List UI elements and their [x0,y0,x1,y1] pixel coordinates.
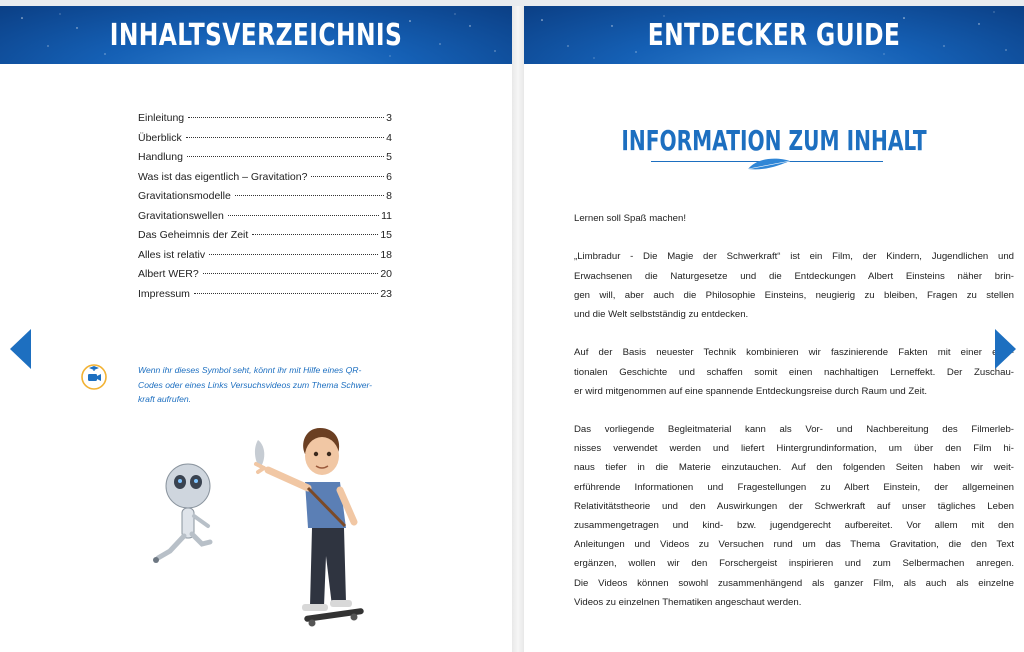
paragraph [574,343,1014,401]
paragraph-gap [574,228,1014,247]
text-line: Relativitätstheorie und den Auswirkungen der Schwerkraft auf unser tägliches Leben [574,500,1014,512]
toc-leader-dots [194,293,378,294]
text-line: naus tiefer in die Materie einzutauchen. Auf den folgenden Seiten haben wir weit- [574,462,1014,474]
toc-entry-label: Alles ist relativ [138,248,206,261]
toc-entry-page: 18 [380,248,392,261]
toc-entry-label: Einleitung [138,112,185,124]
toc-leader-dots [209,254,378,255]
text-line: ergänzen, wollen wir den Forschergeist inspirieren und zum Selbermachen anregen. [574,558,1014,570]
toc-entry-label: Was ist das eigentlich – Gravitation? [138,170,308,183]
next-page-arrow-icon[interactable] [995,329,1016,369]
paragraph [574,209,1014,228]
toc-entry[interactable] [138,132,392,152]
toc-leader-dots [188,117,384,118]
toc-leader-dots [186,137,384,138]
toc-entry[interactable] [138,249,392,269]
toc-entry-page: 20 [380,268,392,280]
paragraph-gap [574,401,1014,420]
text-line: Auf der Basis neuester Technik kombinieren wir faszinierende Fakten mit einer emo- [574,347,1014,359]
left-page [0,6,512,652]
toc-leader-dots [252,234,378,235]
toc-leader-dots [311,176,384,177]
text-line: und die Welt selbstständig zu entdecken. [574,308,749,320]
toc-entry[interactable] [138,268,392,288]
book-gutter [512,6,524,652]
toc-entry-page: 11 [381,209,392,222]
toc-entry[interactable] [138,229,392,249]
note-line: Wenn ihr dieses Symbol seht, könnt ihr mit Hilfe eines QR- [138,365,362,375]
paragraph-gap [574,324,1014,343]
toc-entry-label: Gravitationswellen [138,209,224,222]
text-line: er wird mitgenommen auf eine spannende Entdeckungsreise durch Raum und Zeit. [574,385,928,397]
toc-entry-page: 23 [380,287,392,300]
right-page [524,6,1024,652]
toc-entry[interactable] [138,190,392,210]
robot-figure [153,464,210,563]
video-camera-icon [80,362,108,390]
text-line: erführende Informationen und Fragestellungen zu Albert Einstein, der allgemeinen [574,481,1014,493]
toc-entry-label: Überblick [138,131,182,144]
toc-entry-page: 5 [386,151,392,163]
intro-body-text [574,209,1014,612]
toc-entry-page: 8 [386,190,392,202]
toc-entry[interactable] [138,210,392,230]
toc-entry-label: Das Geheimnis der Zeit [138,229,249,241]
toc-entry-label: Handlung [138,151,183,163]
section-heading: INFORMATION ZUM INHALT [621,124,927,157]
text-line: Lernen soll Spaß machen! [574,213,686,224]
text-line: Das vorliegende Begleitmaterial kann als Vor- und Nachbereitung des Filmerleb- [574,424,1014,436]
toc-entry-page: 15 [380,229,392,241]
robot-and-boy-illustration [140,416,400,641]
toc-entry-label: Albert WER? [138,268,199,280]
toc-entry[interactable] [138,112,392,132]
toc-entry-page: 3 [386,112,392,124]
text-line: gen will, aber auch die Philosophie Einsteins, neugierig zu bleiben, Fragen zu stellen [574,289,1014,301]
text-line: tionalen Geschichte und schaffen somit einen nachhaltigen Lerneffekt. Der Zuschau- [574,366,1014,378]
text-line: zusammengetragen und kind- bzw. jugendgerecht aufbereitet. Vor allem mit den [574,520,1014,531]
text-line: Die Videos können sowohl zusammenhängend als ganzer Film, als auch als einzelne [574,577,1014,589]
text-line: Anleitungen und Videos zu Versuchen rund um das Thema Gravitation, die den Text [574,539,1014,551]
toc-entry-page: 4 [386,131,392,144]
toc-entry-label: Impressum [138,287,190,300]
paragraph [574,247,1014,324]
left-banner [0,6,512,64]
toc-entry[interactable] [138,151,392,171]
boy-figure [256,428,364,627]
prev-page-arrow-icon[interactable] [10,329,31,369]
video-symbol-note [138,363,408,407]
right-banner [524,6,1024,64]
toc-leader-dots [187,156,384,157]
note-line: kraft aufrufen. [138,394,192,404]
banner-title: ENTDECKER GUIDE [647,18,901,53]
paragraph [574,420,1014,612]
feather-icon [744,155,794,175]
text-line: „Limbradur - Die Magie der Schwerkraft“ ist ein Film, der Kindern, Jugendlichen und [574,251,1014,263]
toc-entry[interactable] [138,171,392,191]
text-line: Erwachsenen die Naturgesetze und die Entdeckungen Albert Einsteins näher brin- [574,270,1014,282]
toc-entry-page: 6 [386,170,392,183]
toc-leader-dots [235,195,384,196]
toc-leader-dots [203,273,379,274]
note-line: Codes oder eines Links Versuchsvideos zum Thema Schwer- [138,379,373,390]
text-line: Videos zu einzelnen Thematiken angeschaut werden. [574,596,802,608]
toc-leader-dots [228,215,379,216]
toc-entry[interactable] [138,288,392,308]
table-of-contents [138,112,392,307]
toc-entry-label: Gravitationsmodelle [138,190,231,202]
banner-title: INHALTSVERZEICHNIS [109,18,403,53]
text-line: nisses verwendet werden und liefert Hintergrundinformation, um über den Film hi- [574,443,1014,455]
